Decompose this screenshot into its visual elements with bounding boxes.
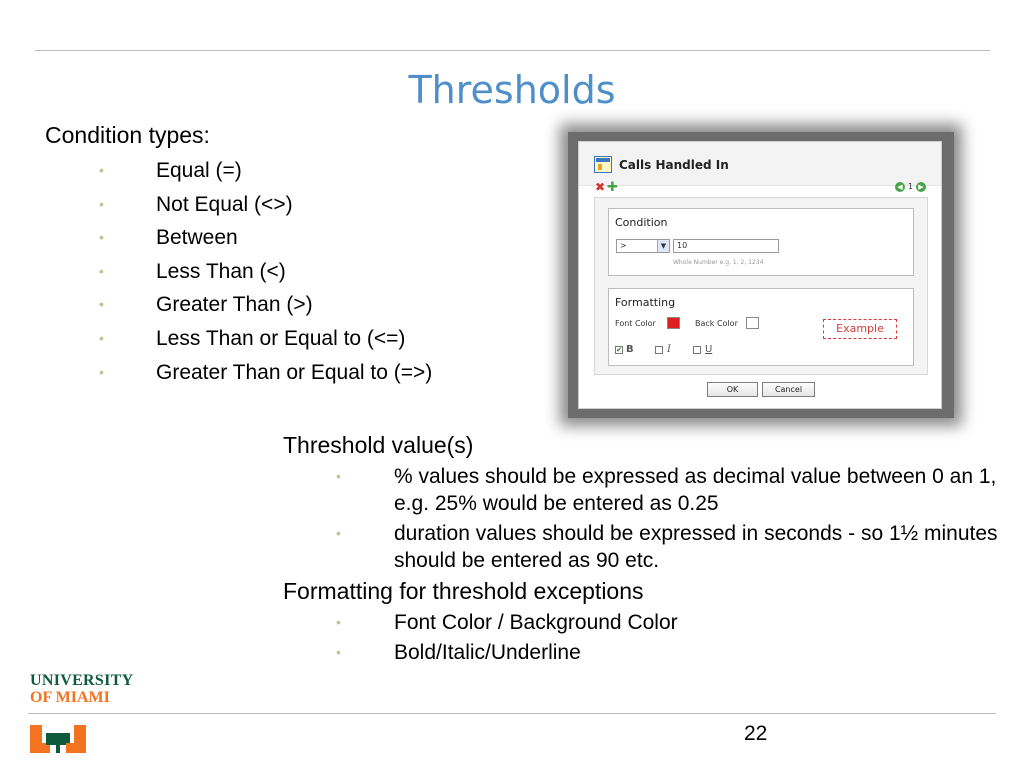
- add-icon[interactable]: ✚: [607, 180, 618, 195]
- bullet-icon: •: [99, 195, 104, 212]
- dialog-header: [579, 142, 941, 186]
- bold-checkbox[interactable]: ✔: [616, 346, 622, 354]
- bullet-icon: •: [99, 296, 104, 313]
- delete-icon[interactable]: ✖: [595, 180, 606, 194]
- condition-label: Condition: [615, 216, 668, 229]
- slide-title: Thresholds: [408, 68, 616, 112]
- back-color-label: Back Color: [695, 319, 738, 328]
- value-hint: Whole Number e.g. 1, 2, 1234: [673, 259, 764, 266]
- bottom-divider: [28, 713, 996, 714]
- bold-icon: B: [626, 344, 634, 355]
- page-number: 22: [744, 722, 768, 745]
- threshold-values-heading: Threshold value(s): [283, 432, 474, 458]
- bullet-icon: •: [99, 363, 104, 380]
- formatting-group: [608, 288, 914, 366]
- condition-types-heading: Condition types:: [45, 122, 210, 148]
- font-color-label: Font Color: [615, 319, 656, 328]
- university-logo-line1: UNIVERSITY: [30, 672, 134, 689]
- list-item: • Not Equal (<>): [45, 188, 432, 222]
- formatting-label: Formatting: [615, 296, 676, 309]
- underline-icon: U: [705, 344, 713, 355]
- list-item: • Bold/Italic/Underline: [336, 641, 581, 664]
- list-item: • duration values should be expressed in seconds - so 1½ minutes should be entered as 90 etc.: [336, 522, 998, 572]
- bullet-icon: •: [336, 614, 341, 630]
- u-logo-icon: [30, 725, 86, 753]
- ok-button[interactable]: OK: [707, 382, 758, 397]
- list-item: • Greater Than or Equal to (=>): [45, 356, 432, 390]
- next-icon[interactable]: ▶: [916, 182, 926, 192]
- list-item: • Less Than or Equal to (<=): [45, 322, 432, 356]
- threshold-index: 1: [908, 182, 914, 191]
- widget-icon: [594, 156, 612, 173]
- list-item: • % values should be expressed as decimal value between 0 an 1, e.g. 25% would be entered as 0.25: [336, 465, 997, 515]
- dialog-body: [594, 197, 928, 375]
- operator-value: >: [620, 241, 627, 250]
- bullet-icon: •: [99, 262, 104, 279]
- bullet-icon: •: [99, 229, 104, 246]
- font-color-swatch[interactable]: [667, 317, 680, 329]
- threshold-section: [283, 428, 1003, 666]
- top-divider: [35, 50, 990, 51]
- italic-checkbox[interactable]: [655, 346, 663, 354]
- dialog-title: Calls Handled In: [619, 158, 729, 172]
- list-item: • Equal (=): [45, 154, 432, 188]
- bullet-icon: •: [99, 329, 104, 346]
- condition-group: [608, 208, 914, 276]
- back-color-swatch[interactable]: [746, 317, 759, 329]
- threshold-values-list: [283, 463, 1003, 574]
- cancel-button[interactable]: Cancel: [762, 382, 815, 397]
- bullet-icon: •: [336, 525, 341, 541]
- format-example: Example: [823, 319, 897, 339]
- italic-icon: I: [667, 344, 671, 355]
- underline-checkbox[interactable]: [693, 346, 701, 354]
- list-item: • Greater Than (>): [45, 288, 432, 322]
- formatting-heading: Formatting for threshold exceptions: [283, 578, 644, 604]
- university-logo-line2: OF MIAMI: [30, 689, 110, 706]
- bullet-icon: •: [99, 162, 104, 178]
- previous-icon[interactable]: ◀: [895, 182, 905, 192]
- bullet-icon: •: [336, 468, 341, 484]
- list-item: • Between: [45, 221, 432, 255]
- threshold-value-input[interactable]: 10: [673, 239, 779, 253]
- threshold-dialog: [578, 141, 942, 409]
- condition-types-section: [45, 120, 432, 389]
- list-item: • Less Than (<): [45, 255, 432, 289]
- condition-types-list: [45, 154, 432, 389]
- list-item: • Font Color / Background Color: [336, 611, 678, 634]
- operator-select[interactable]: [616, 239, 670, 253]
- bullet-icon: •: [336, 644, 341, 660]
- chevron-down-icon[interactable]: ▼: [657, 240, 669, 252]
- formatting-list: [283, 609, 1003, 666]
